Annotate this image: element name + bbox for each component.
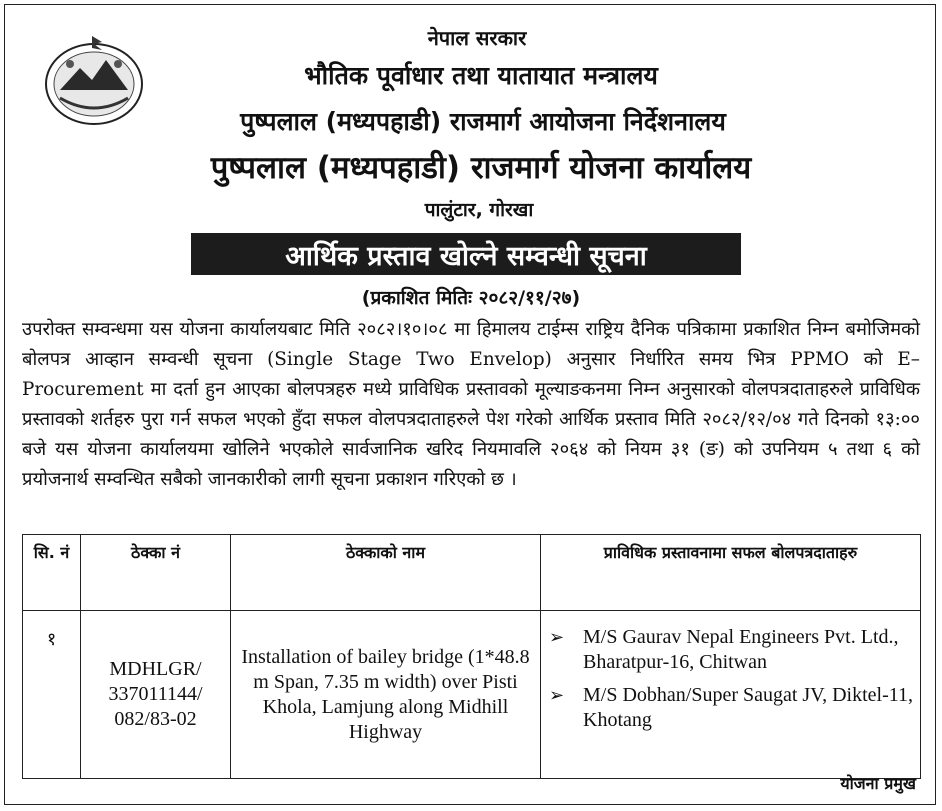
government-name: नेपाल सरकार (427, 26, 527, 50)
bidder-name: M/S Gaurav Nepal Engineers Pvt. Ltd., Bharatpur-16, Chitwan (583, 626, 899, 673)
bidder-item (549, 625, 919, 675)
signatory: योजना प्रमुख (840, 774, 916, 793)
published-date: (प्रकाशित मितिः २०८२/११/२७) (361, 287, 581, 309)
row-contract-no: MDHLGR/ 337011144/ 082/83-02 (81, 611, 231, 779)
notice-title: आर्थिक प्रस्ताव खोल्ने सम्वन्धी सूचना (191, 233, 741, 275)
office-location: पालुंटार, गोरखा (424, 199, 534, 221)
header-contract-name: ठेक्काको नाम (231, 535, 541, 611)
notice-body: उपरोक्त सम्वन्धमा यस योजना कार्यालयबाट मिति २०८२।१०।०८ मा हिमालय टाईम्स राष्ट्रिय दैनिक पत्रिकामा प्रकाशित निम्न बमोजिमको बोलपत्र आव्हान सम्वन्धी सूचना (Single Stage Two Envelop) अनुसार निर्धारित समय भित्र PPMO को E– Procurement मा दर्ता हुन आएका बोलपत्रहरु मध्ये प्राविधिक प्रस्तावको मूल्याङकनमा निम्न अनुसारको वोलपत्रदाताहरुले प्राविधिक प्रस्तावको शर्तहरु पुरा गर्न सफल भएको हुँदा सफल वोलपत्रदाताहरुले पेश गरेको आर्थिक प्रस्ताव मिति २०८२/१२/०४ गते दिनको १३:०० बजे यस योजना कार्यालयमा खोलिने भएकोले सार्वजानिक खरिद नियमावलि २०६४ को नियम ३१ (ङ) को उपनियम ५ तथा ६ को प्रयोजनार्थ सम्वन्धित सबैको जानकारीको लागी सूचना प्रकाशन गरिएको छ । (22, 319, 920, 490)
row-sn: १ (23, 611, 81, 779)
bidder-item (549, 683, 919, 733)
ministry-name: भौतिक पूर्वाधार तथा यातायात मन्त्रालय (304, 61, 658, 90)
table-row (23, 611, 921, 779)
table-header-row (23, 535, 921, 611)
bidder-name: M/S Dobhan/Super Saugat JV, Diktel-11, Khotang (583, 684, 913, 731)
office-name: पुष्पलाल (मध्यपहाडी) राजमार्ग योजना कार्यालय (210, 150, 752, 186)
results-table (22, 534, 921, 779)
header-contract-no: ठेक्का नं (81, 535, 231, 611)
header-bidders: प्राविधिक प्रस्तावनामा सफल बोलपत्रदाताहरु (541, 535, 921, 611)
arrow-right-icon: ➢ (549, 627, 565, 647)
row-bidders (541, 611, 921, 779)
directorate-name: पुष्पलाल (मध्यपहाडी) राजमार्ग आयोजना निर्देशनालय (240, 107, 726, 136)
header-sn: सि. नं (23, 535, 81, 611)
row-contract-name: Installation of bailey bridge (1*48.8 m Span, 7.35 m width) over Pisti Khola, Lamjung along Midhill Highway (231, 611, 541, 779)
arrow-right-icon: ➢ (549, 685, 565, 705)
